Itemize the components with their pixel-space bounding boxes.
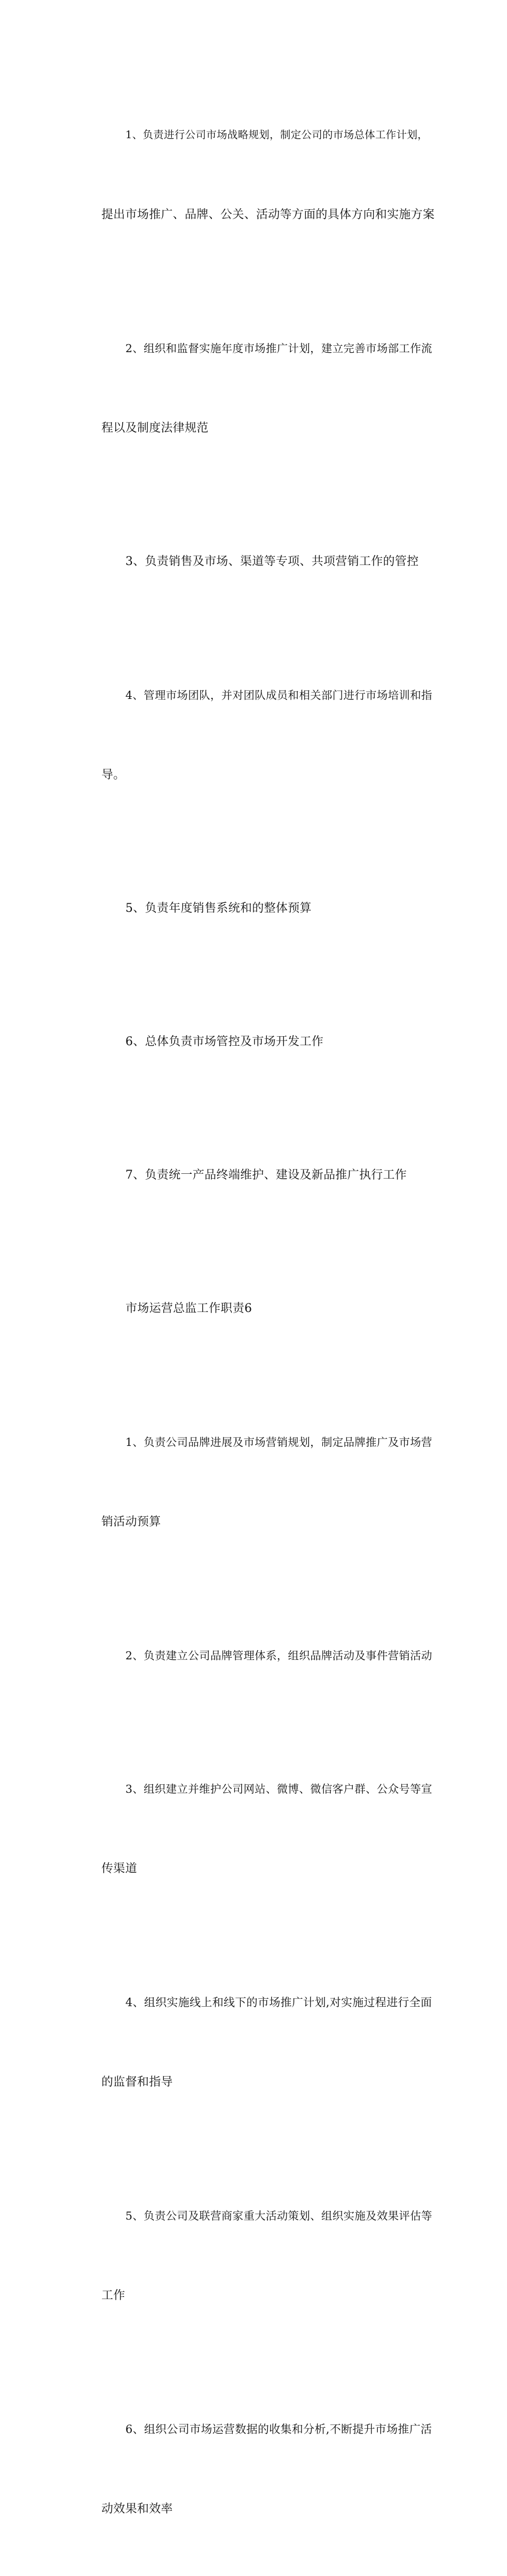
paragraph-line: 6、总体负责市场管控及市场开发工作	[125, 1035, 324, 1048]
paragraph-line: 4、管理市场团队，并对团队成员和相关部门进行市场培训和指	[125, 689, 432, 702]
document-body	[77, 68, 435, 2576]
paragraph-line: 的监督和指导	[101, 2076, 173, 2089]
section-heading	[77, 1242, 435, 1376]
paragraph	[77, 2363, 435, 2576]
paragraph	[77, 2149, 435, 2363]
paragraph-line: 4、组织实施线上和线下的市场推广计划,对实施过程进行全面	[125, 1996, 432, 2009]
paragraph-line: 1、负责进行公司市场战略规划，制定公司的市场总体工作计划，	[125, 129, 429, 141]
paragraph	[77, 1109, 435, 1242]
paragraph-line: 7、负责统一产品终端维护、建设及新品推广执行工作	[125, 1168, 407, 1182]
paragraph-line: 1、负责公司品牌进展及市场营销规划，制定品牌推广及市场营	[125, 1436, 432, 1449]
paragraph	[77, 629, 435, 842]
paragraph-line: 3、组织建立并维护公司网站、微博、微信客户群、公众号等宣	[125, 1783, 432, 1795]
section-heading-text: 市场运营总监工作职责6	[125, 1302, 252, 1315]
paragraph-line: 5、负责年度销售系统和的整体预算	[125, 902, 312, 915]
paragraph-line: 2、组织和监督实施年度市场推广计划，建立完善市场部工作流	[125, 342, 432, 355]
paragraph-line: 5、负责公司及联营商家重大活动策划、组织实施及效果评估等	[125, 2209, 432, 2222]
paragraph	[77, 842, 435, 975]
paragraph-line: 3、负责销售及市场、渠道等专项、共项营销工作的管控	[125, 555, 419, 568]
paragraph	[77, 975, 435, 1109]
paragraph-line: 提出市场推广、品牌、公关、活动等方面的具体方向和实施方案	[101, 208, 435, 221]
paragraph-line: 工作	[101, 2289, 125, 2302]
paragraph-line: 传渠道	[101, 1862, 137, 1875]
paragraph	[77, 1722, 435, 1936]
paragraph-line: 2、负责建立公司品牌管理体系，组织品牌活动及事件营销活动	[125, 1649, 432, 1662]
paragraph	[77, 282, 435, 495]
paragraph-line: 导。	[101, 768, 125, 782]
paragraph	[77, 1936, 435, 2149]
paragraph-line: 程以及制度法律规范	[101, 422, 209, 435]
paragraph-line: 6、组织公司市场运营数据的收集和分析,不断提升市场推广活	[125, 2423, 432, 2436]
paragraph	[77, 1589, 435, 1722]
paragraph-line: 动效果和效率	[101, 2502, 173, 2516]
paragraph	[77, 495, 435, 629]
paragraph	[77, 1376, 435, 1589]
paragraph	[77, 68, 435, 282]
paragraph-line: 销活动预算	[101, 1515, 161, 1529]
